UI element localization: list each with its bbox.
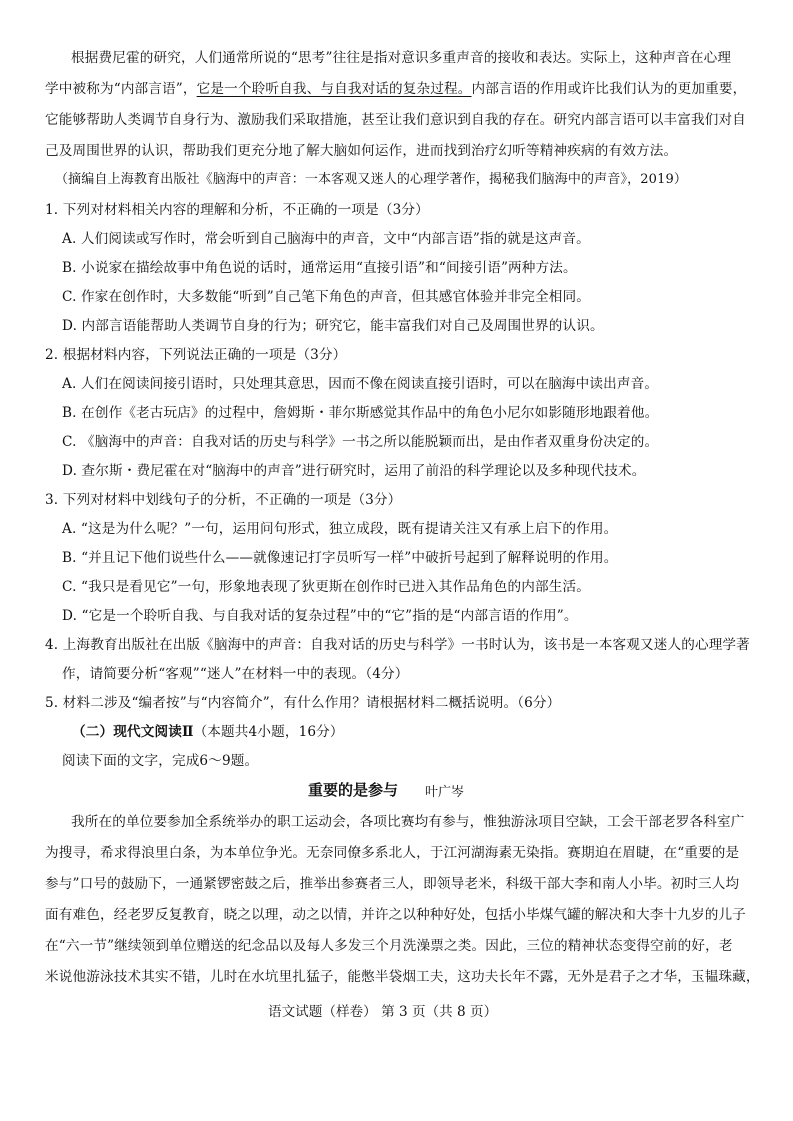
- material-line-2: [45, 79, 746, 99]
- question-2-option-b: B. 在创作《老古玩店》的过程中，詹姆斯・菲尔斯感觉其作品中的角色小尼尔如影随形地跟着他。: [62, 405, 659, 421]
- material-line-2-pre: 学中被称为“内部言语”，: [45, 81, 197, 97]
- question-1-option-b: B. 小说家在描绘故事中角色说的话时，通常运用“直接引语”和“间接引语”两种方法。: [62, 260, 577, 276]
- story-line-2: 为搜寻，希求得浪里白条，为本单位争光。无奈同僚多系北人，于江河湖海素无染指。赛期迫在眉睫，在“重要的是: [45, 845, 740, 861]
- question-5-stem: 5. 材料二涉及“编者按”与“内容简介”，有什么作用？请根据材料二概括说明。（6分）: [45, 695, 561, 711]
- section-2-detail: （本题共4小题，16分）: [193, 724, 344, 740]
- story-line-5: 在“六一节”继续领到单位赠送的纪念品以及每人多发三个月洗澡票之类。因此，三位的精神状态变得空前的好，老: [45, 938, 733, 954]
- question-1-option-d: D. 内部言语能帮助人类调节自身的行为；研究它，能丰富我们对自己及周围世界的认识。: [62, 318, 604, 334]
- material-line-3: 它能够帮助人类调节自身行为、激励我们采取措施，甚至让我们意识到自我的存在。研究内部言语可以丰富我们对自: [45, 112, 746, 128]
- story-line-1: 我所在的单位要参加全系统举办的职工运动会，各项比赛均有参与，惟独游泳项目空缺，工会干部老罗各科室广: [71, 814, 745, 830]
- underlined-sentence: 它是一个聆听自我、与自我对话的复杂过程。: [196, 81, 472, 97]
- story-line-6: 米说他游泳技术其实不错，儿时在水坑里扎猛子，能憋半袋烟工夫，这功夫长年不露，无外是君子之才华，玉韫珠藏，: [45, 969, 760, 985]
- question-3-option-a: A. “这是为什么呢？”一句，运用问句形式，独立成段，既有提请关注又有承上启下的作用。: [62, 521, 618, 537]
- question-4-stem-line-1: 4. 上海教育出版社在出版《脑海中的声音：自我对话的历史与科学》一书时认为，该书是一本客观又迷人的心理学著: [45, 637, 750, 653]
- question-2-option-d: D. 查尔斯・费尼霍在对“脑海中的声音”进行研究时，运用了前沿的科学理论以及多种现代技术。: [62, 463, 646, 479]
- section-2-label: （二）现代文阅读Ⅱ: [72, 724, 194, 740]
- section-2-instruction: 阅读下面的文字，完成6～9题。: [62, 753, 259, 769]
- story-line-4: 面有难色，经老罗反复教育，晓之以理，动之以情，并许之以种种好处，包括小毕煤气罐的解决和大李十九岁的儿子: [45, 907, 746, 923]
- question-4-stem-line-2: 作，请简要分析“客观”“迷人”在材料一中的表现。（4分）: [62, 666, 409, 682]
- material-line-2-post: 内部言语的作用或许比我们认为的更加重要，: [471, 81, 747, 97]
- question-1-stem: 1. 下列对材料相关内容的理解和分析，不正确的一项是（3分）: [45, 202, 429, 218]
- question-2-stem: 2. 根据材料内容，下列说法正确的一项是（3分）: [45, 347, 347, 363]
- question-2-option-c: C. 《脑海中的声音：自我对话的历史与科学》一书之所以能脱颖而出，是由作者双重身份决定的。: [62, 434, 659, 450]
- section-2-heading: [72, 722, 344, 742]
- question-3-option-d: D. “它是一个聆听自我、与自我对话的复杂过程”中的“它”指的是“内部言语的作用”。: [62, 608, 578, 624]
- question-3-option-b: B. “并且记下他们说些什么——就像速记打字员听写一样”中破折号起到了解释说明的作用。: [62, 550, 618, 566]
- story-author: 叶广岑: [425, 785, 465, 800]
- story-title: 重要的是参与: [308, 781, 399, 799]
- story-line-3: 参与”口号的鼓励下，一通紧锣密鼓之后，推举出参赛者三人，即领导老米，科级干部大李和南人小毕。初时三人均: [45, 876, 740, 892]
- material-line-1: 根据费尼霍的研究，人们通常所说的“思考”往往是指对意识多重声音的接收和表达。实际上，这种声音在心理: [71, 50, 732, 66]
- page-footer: 语文试题（样卷） 第 3 页（共 8 页）: [268, 1004, 498, 1020]
- material-line-4: 己及周围世界的认识，帮助我们更充分地了解大脑如何运作，进而找到治疗幻听等精神疾病的有效方法。: [45, 143, 678, 159]
- question-1-option-c: C. 作家在创作时，大多数能“听到”自己笔下角色的声音，但其感官体验并非完全相同。: [62, 289, 590, 305]
- question-2-option-a: A. 人们在阅读间接引语时，只处理其意思，因而不像在阅读直接引语时，可以在脑海中读出声音。: [62, 376, 659, 392]
- question-3-option-c: C. “我只是看见它”一句，形象地表现了狄更斯在创作时已进入其作品角色的内部生活。: [62, 579, 590, 595]
- question-3-stem: 3. 下列对材料中划线句子的分析，不正确的一项是（3分）: [45, 492, 402, 508]
- question-1-option-a: A. 人们阅读或写作时，常会听到自己脑海中的声音，文中“内部言语”指的就是这声音。: [62, 231, 590, 247]
- material-source: （摘编自上海教育出版社《脑海中的声音：一本客观又迷人的心理学著作，揭秘我们脑海中的声音》，2019）: [55, 172, 688, 187]
